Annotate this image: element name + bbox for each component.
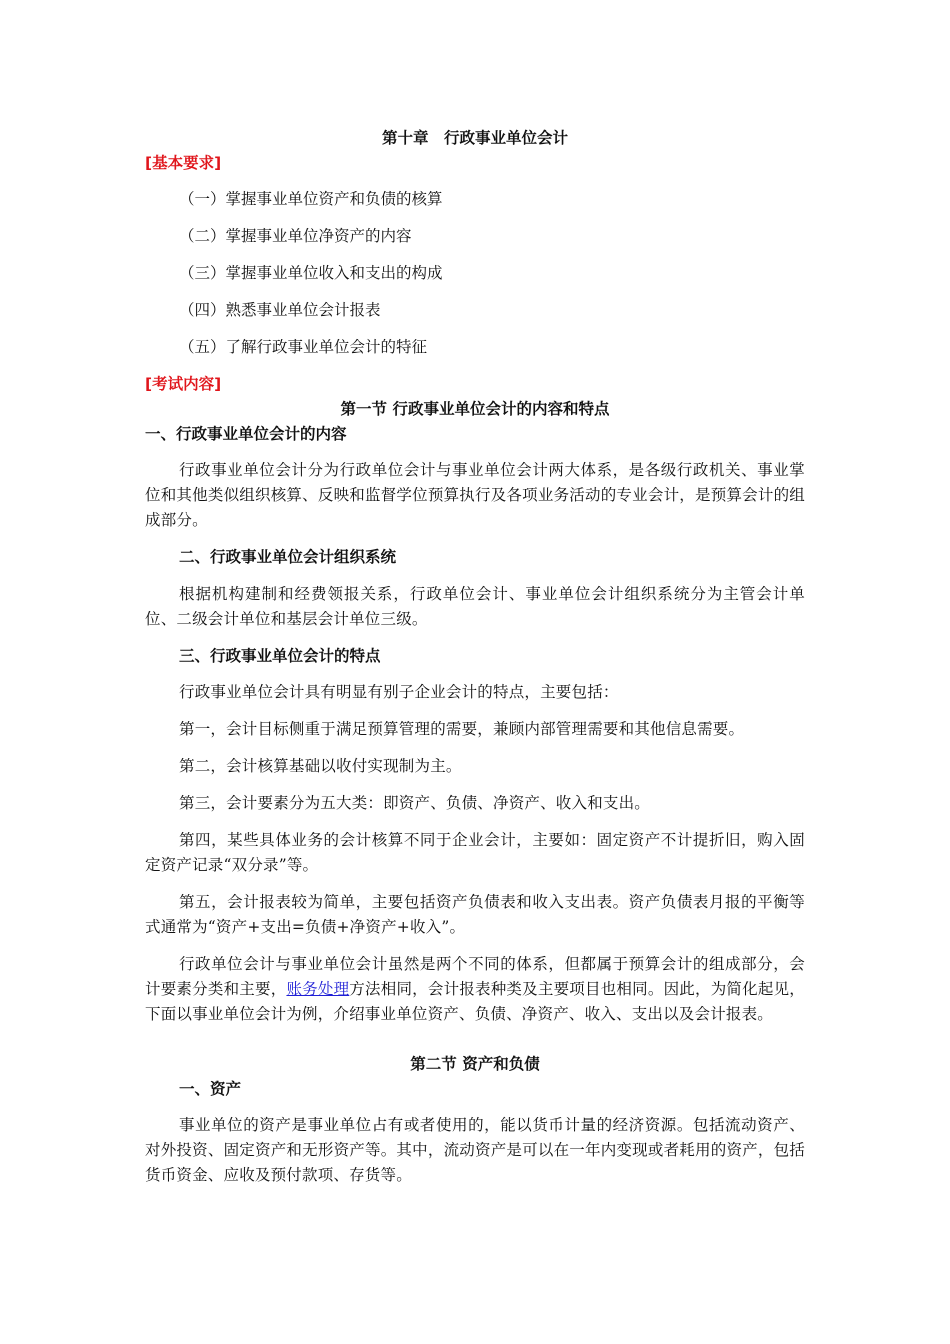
section-2-heading-1: 一、资产 [179, 1080, 242, 1098]
section-1-title: 第一节 行政事业单位会计的内容和特点 [340, 400, 610, 418]
account-processing-link[interactable]: 账务处理 [286, 980, 350, 998]
requirement-item: （一）掌握事业单位资产和负债的核算 [179, 190, 443, 208]
chapter-title: 第十章 行政事业单位会计 [381, 129, 568, 147]
section-1-heading-1: 一、行政事业单位会计的内容 [145, 425, 347, 443]
section-1-heading-2: 二、行政事业单位会计组织系统 [179, 548, 397, 566]
paragraph-text: 行政单位会计与事业单位会计虽然是两个不同的体系，但都属于预算会计的组成部分，会计要素分类和主要， [145, 955, 805, 998]
section-2-paragraph-1: 事业单位的资产是事业单位占有或者使用的，能以货币计量的经济资源。包括流动资产、对外投资、固定资产和无形资产等。其中，流动资产是可以在一年内变现或者耗用的资产，包括货币资金、应收及预付款项、存货等。 [145, 1116, 805, 1184]
feature-item-1: 第一，会计目标侧重于满足预算管理的需要，兼顾内部管理需要和其他信息需要。 [179, 720, 745, 738]
requirement-item: （五）了解行政事业单位会计的特征 [179, 338, 428, 356]
section-1-paragraph-2: 根据机构建制和经费领报关系，行政单位会计、事业单位会计组织系统分为主管会计单位、二级会计单位和基层会计单位三级。 [145, 585, 805, 628]
section-1-paragraph-3: 行政事业单位会计具有明显有别子企业会计的特点，主要包括： [179, 683, 619, 701]
requirement-item: （二）掌握事业单位净资产的内容 [179, 227, 412, 245]
paragraph-text: 方法相同，会计报表种类及主要项目也相同。因此，为简化起见，下面以事业单位会计为例，介绍事业单位资产、负债、净资产、收入、支出以及会计报表。 [145, 980, 805, 1023]
section-1-paragraph-4 [145, 952, 805, 1027]
feature-item-4: 第四，某些具体业务的会计核算不同于企业会计，主要如：固定资产不计提折旧，购入固定资产记录“双分录”等。 [145, 831, 805, 874]
feature-item-5: 第五，会计报表较为简单，主要包括资产负债表和收入支出表。资产负债表月报的平衡等式通常为“资产+支出=负债+净资产+收入”。 [145, 893, 805, 936]
section-2-title: 第二节 资产和负债 [410, 1055, 540, 1073]
requirement-item: （四）熟悉事业单位会计报表 [179, 301, 381, 319]
feature-item-2: 第二，会计核算基础以收付实现制为主。 [179, 757, 462, 775]
exam-content-heading: [考试内容] [145, 375, 222, 393]
section-1-paragraph-1: 行政事业单位会计分为行政单位会计与事业单位会计两大体系，是各级行政机关、事业掌位和其他类似组织核算、反映和监督学位预算执行及各项业务活动的专业会计，是预算会计的组成部分。 [145, 461, 805, 529]
requirement-item: （三）掌握事业单位收入和支出的构成 [179, 264, 443, 282]
basic-requirements-heading: [基本要求] [145, 154, 222, 172]
section-1-heading-3: 三、行政事业单位会计的特点 [179, 647, 381, 665]
feature-item-3: 第三，会计要素分为五大类：即资产、负债、净资产、收入和支出。 [179, 794, 651, 812]
